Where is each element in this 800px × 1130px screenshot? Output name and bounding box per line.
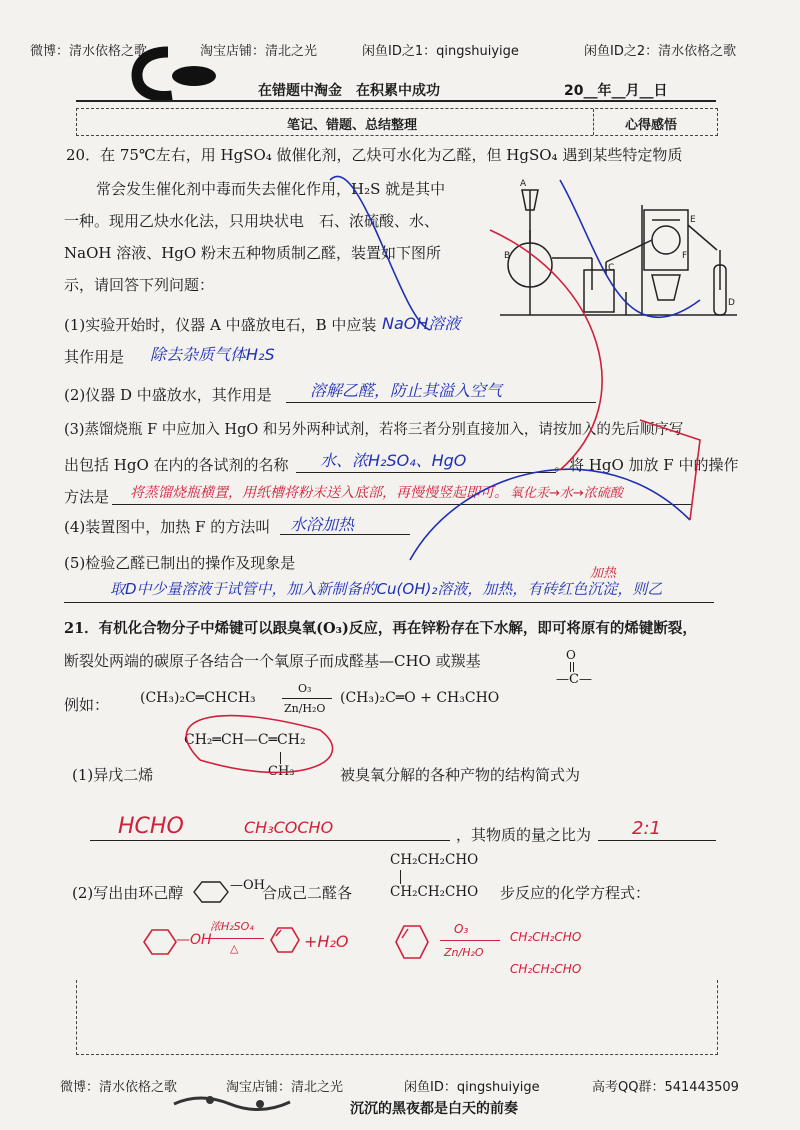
- notes-box: [76, 980, 718, 1055]
- q20-part3a: (3)蒸馏烧瓶 F 中应加入 HgO 和另外两种试剂，若将三者分别直接加入，请按加入的先后顺序写: [64, 422, 684, 438]
- section-header-box: [76, 108, 718, 136]
- hw-condition: 浓H₂SO₄: [210, 920, 254, 933]
- hw-cyclohexene-icon: [268, 922, 302, 958]
- hw-oh: —OH: [176, 932, 212, 948]
- answer-3: 水、浓H₂SO₄、HgO: [320, 451, 467, 470]
- footer-ornament-icon: [170, 1090, 310, 1112]
- q21-part2a: (2)写出由环己醇: [72, 884, 184, 902]
- q20-part5: (5)检验乙醛已制出的操作及现象是: [64, 554, 296, 572]
- answer-3-line: [296, 472, 556, 473]
- q21-line2: 断裂处两端的碳原子各结合一个氧原子而成醛基—CHO 或羰基: [64, 652, 481, 670]
- hw-product-top: CH₂CH₂CHO: [510, 930, 582, 944]
- q20-line5: 示，请回答下列问题：: [64, 276, 215, 294]
- isoprene-methyl: CH₃: [268, 764, 295, 779]
- answer-21-ratio-line: [598, 840, 716, 841]
- hw-delta: △: [230, 942, 239, 955]
- footer-qq: 高考QQ群：541443509: [592, 1080, 739, 1095]
- q20-part3d: 方法是: [64, 488, 110, 506]
- isoprene-structure: CH₂═CH—C═CH₂: [184, 732, 306, 748]
- example-reactant: (CH₃)₂C═CHCH₃: [140, 690, 256, 706]
- answer-2: 溶解乙醛，防止其溢入空气: [310, 381, 503, 400]
- q20-part3b: 出包括 HgO 在内的各试剂的名称: [64, 456, 289, 474]
- example-arrow: [282, 698, 332, 699]
- col-divider: [593, 109, 594, 135]
- hw-arrow-1: [208, 938, 264, 939]
- col-insights-label: 心得感悟: [625, 118, 678, 133]
- answer-3e: 氧化汞→水→浓硫酸: [510, 486, 623, 501]
- brand-logo: [128, 46, 218, 102]
- diagram-label-c: C: [608, 263, 615, 273]
- hw-cyclohexanol-icon: [140, 924, 180, 960]
- header-xianyu1: 闲鱼ID之1：qingshuiyige: [362, 44, 519, 59]
- answer-21-1b: CH₃COCHO: [244, 818, 334, 837]
- col-notes-label: 笔记、错题、总结整理: [287, 118, 418, 133]
- header-rule: [76, 100, 716, 102]
- q20-part4: (4)装置图中，加热 F 的方法叫: [64, 518, 271, 536]
- diagram-label-e: E: [690, 215, 696, 225]
- q20-line3: 一种。现用乙炔水化法，只用块状电 石、浓硫酸、水、: [64, 212, 440, 230]
- answer-4: 水浴加热: [290, 515, 355, 534]
- answer-1-b: NaOH溶液: [382, 314, 461, 333]
- diagram-label-f: F: [682, 251, 688, 261]
- q20-part1b: 其作用是: [64, 348, 125, 366]
- hw-arrow-2: [440, 940, 500, 941]
- example-reagent-top: O₃: [298, 682, 312, 695]
- q21-part1c: ，其物质的量之比为: [456, 826, 592, 844]
- hw-zn: Zn/H₂O: [444, 946, 484, 959]
- slogan: 在错题中淘金 在积累中成功: [258, 83, 440, 99]
- q20-part2: (2)仪器 D 中盛放水，其作用是: [64, 386, 272, 404]
- header-weibo: 微博：清水依格之歌: [30, 44, 148, 59]
- date-field: 20__年__月__日: [564, 83, 668, 99]
- diagram-label-b: B: [504, 251, 511, 261]
- answer-1-c: 除去杂质气体H₂S: [150, 345, 275, 364]
- answer-3d-line: [112, 504, 692, 505]
- hw-product-bottom: CH₂CH₂CHO: [510, 962, 582, 976]
- q20-line4: NaOH 溶液、HgO 粉末五种物质制乙醛，装置如下图所: [64, 244, 441, 262]
- footer-taobao: 淘宝店铺：清北之光: [226, 1080, 344, 1095]
- header-xianyu2: 闲鱼ID之2：清水依格之歌: [584, 44, 737, 59]
- diagram-label-a: A: [520, 179, 527, 189]
- dialdehyde-top: CH₂CH₂CHO: [390, 852, 479, 868]
- example-reagent-bottom: Zn/H₂O: [284, 702, 326, 715]
- carbonyl-c: —C—: [556, 672, 592, 687]
- footer-weibo: 微博：清水依格之歌: [60, 1080, 178, 1095]
- footer-xianyu: 闲鱼ID：qingshuiyige: [404, 1080, 540, 1095]
- answer-3d: 将蒸馏烧瓶横置，用纸槽将粉末送入底部，再慢慢竖起即可。: [130, 485, 508, 501]
- q20-line2: 常会发生催化剂中毒而失去催化作用，H₂S 就是其中: [96, 180, 446, 198]
- hw-o3: O₃: [454, 922, 469, 936]
- answer-2-line: [286, 402, 596, 403]
- answer-5: 取D中少量溶液于试管中，加入新制备的Cu(OH)₂溶液，加热，有砖红色沉淀，则乙: [110, 580, 663, 598]
- q21-part2b: 合成己二醛各: [262, 884, 353, 902]
- answer-21-ratio: 2:1: [632, 818, 661, 839]
- example-label: 例如：: [64, 696, 110, 714]
- dialdehyde-bottom: CH₂CH₂CHO: [390, 884, 479, 900]
- cyclohexanol-oh: —OH: [230, 878, 265, 893]
- answer-5-note: 加热: [590, 566, 617, 581]
- q21-part2c: 步反应的化学方程式：: [500, 884, 651, 902]
- carbonyl-o: O: [566, 648, 576, 662]
- example-products: (CH₃)₂C═O + CH₃CHO: [340, 690, 500, 706]
- q20-line1: 20．在 75℃左右，用 HgSO₄ 做催化剂，乙炔可水化为乙醛，但 HgSO₄ 遇到某些特定物质: [66, 146, 683, 164]
- diagram-label-d: D: [728, 298, 735, 308]
- q20-part1a: (1)实验开始时，仪器 A 中盛放电石，B 中应装: [64, 316, 377, 334]
- q21-part1a: (1)异戊二烯: [72, 766, 154, 784]
- hw-water: +H₂O: [304, 932, 349, 951]
- header-taobao: 淘宝店铺：清北之光: [200, 44, 318, 59]
- answer-21-1a: HCHO: [118, 814, 184, 839]
- footer-motto: 沉沉的黑夜都是白天的前奏: [350, 1101, 518, 1117]
- answer-5-line: [64, 602, 714, 603]
- hw-cyclohexene2-icon: [392, 920, 432, 964]
- apparatus-diagram: [492, 170, 742, 330]
- answer-21-1-line: [90, 840, 450, 841]
- q21-part1b: 被臭氧分解的各种产物的结构简式为: [340, 766, 581, 784]
- q20-part3c: 。将 HgO 加放 F 中的操作: [554, 456, 739, 474]
- q21-line1: 21．有机化合物分子中烯键可以跟臭氧(O₃)反应，再在锌粉存在下水解，即可将原有的烯键断裂，: [64, 620, 697, 637]
